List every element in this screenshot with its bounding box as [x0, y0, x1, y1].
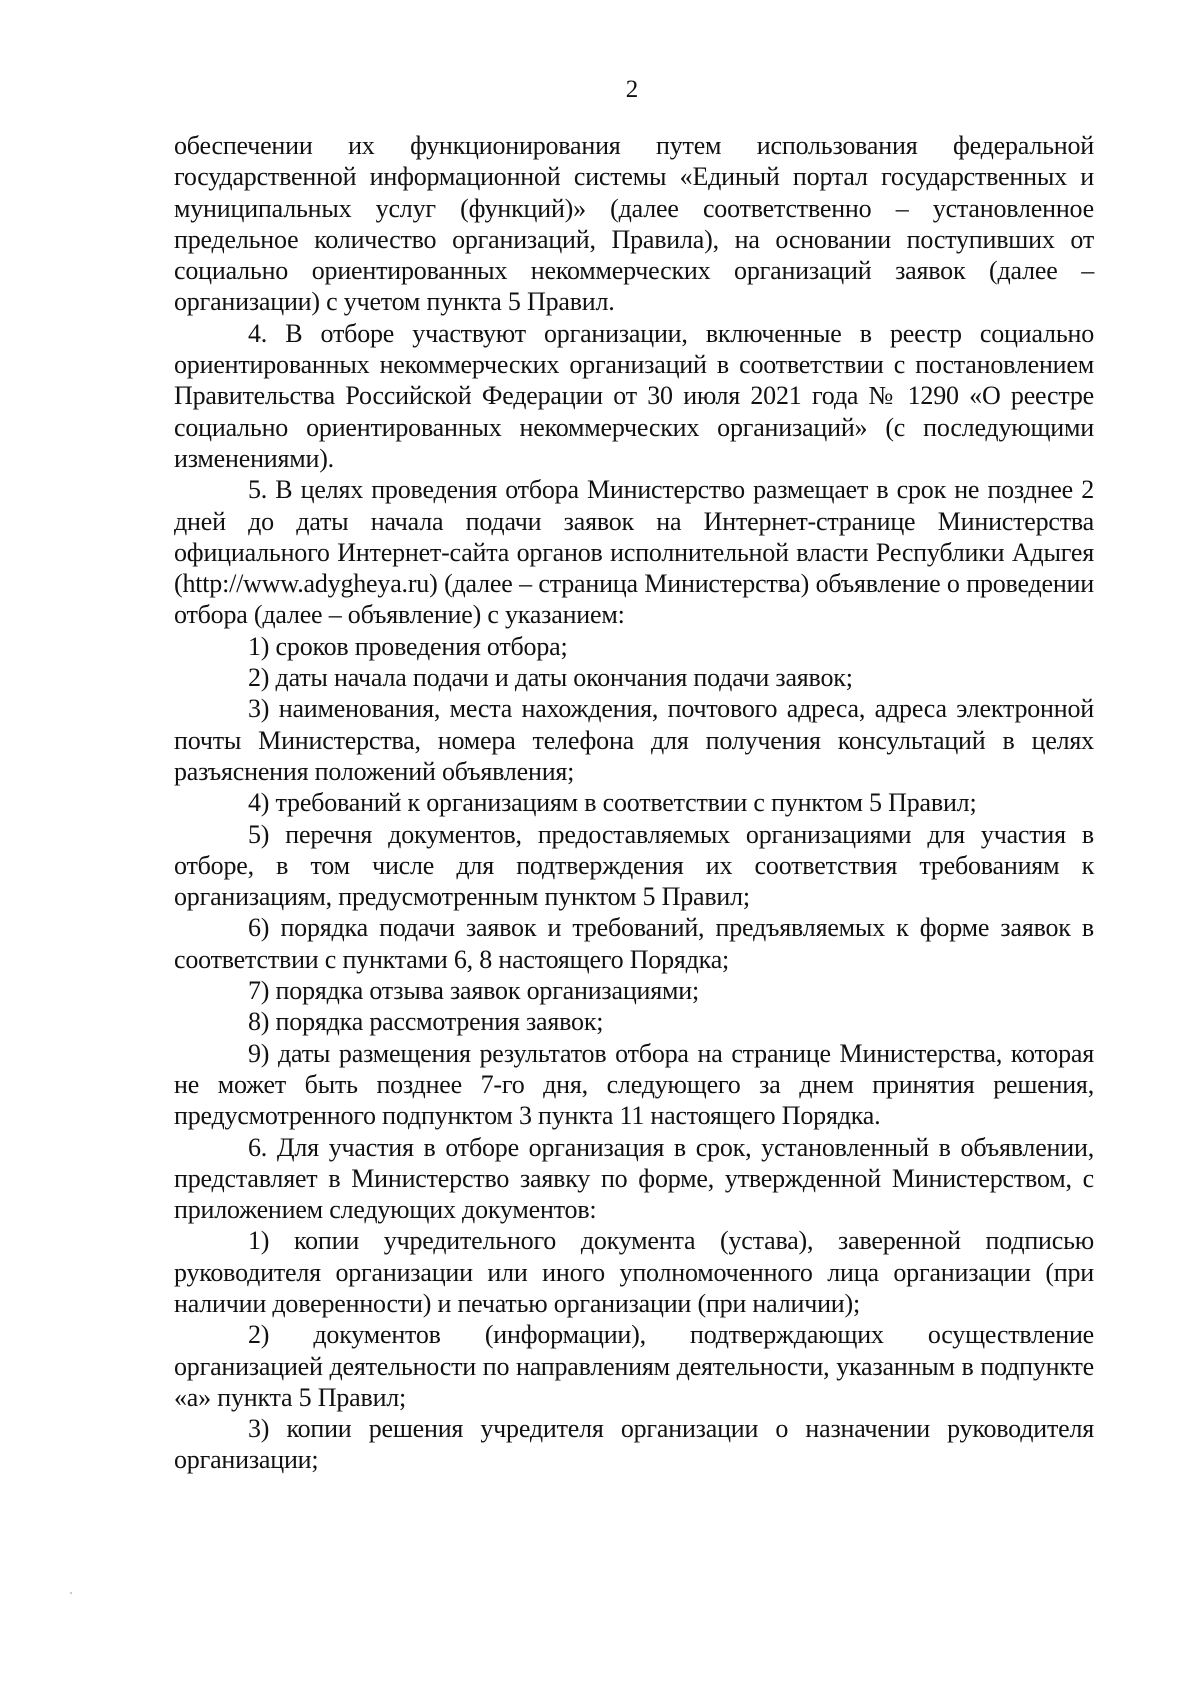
- scan-artifact: [70, 1592, 72, 1594]
- list-item-5-1: 1) сроков проведения отбора;: [248, 631, 568, 661]
- paragraph-item-4: 4. В отборе участвуют организации, включенные в реестр социально ориентированных некоммерческих организаций в соответствии с постановлением Правительства Российской Федерации от 30 июля 2021 года № 1290 «О реестре социально ориентированных некоммерческих организаций» (с последующими изменениями).: [174, 318, 1094, 473]
- list-item-5-7: 7) порядка отзыва заявок организациями;: [248, 976, 700, 1006]
- list-item-5-8: 8) порядка рассмотрения заявок;: [248, 1007, 604, 1037]
- paragraph-continuation: обеспечении их функционирования путем использования федеральной государственной информационной системы «Единый портал государственных и муниципальных услуг (функций)» (далее соответственно – установленное предельное количество организаций, Правила), на основании поступивших от социально ориентированных некоммерческих организаций заявок (далее – организации) с учетом пункта 5 Правил.: [174, 131, 1094, 317]
- list-item-5-3: 3) наименования, места нахождения, почтового адреса, адреса электронной почты Министерства, номера телефона для получения консультаций в целях разъяснения положений объявления;: [174, 694, 1094, 786]
- page-number: 2: [625, 76, 639, 103]
- document-body: [174, 130, 1094, 1476]
- paragraph-item-6: 6. Для участия в отборе организация в срок, установленный в объявлении, представляет в Министерство заявку по форме, утвержденной Министерством, с приложением следующих документов:: [174, 1132, 1094, 1225]
- list-item-6-1: 1) копии учредительного документа (устава), заверенной подписью руководителя организации или иного уполномоченного лица организации (при наличии доверенности) и печатью организации (при наличии);: [174, 1226, 1094, 1318]
- list-item-5-4: 4) требований к организациям в соответствии с пунктом 5 Правил;: [248, 788, 977, 818]
- list-item-6-3: 3) копии решения учредителя организации о назначении руководителя организации;: [174, 1414, 1094, 1475]
- list-item-6-2: 2) документов (информации), подтверждающих осуществление организацией деятельности по направлениям деятельности, указанным в подпункте «а» пункта 5 Правил;: [174, 1320, 1094, 1412]
- list-item-5-6: 6) порядка подачи заявок и требований, предъявляемых к форме заявок в соответствии с пунктами 6, 8 настоящего Порядка;: [174, 913, 1094, 974]
- list-item-5-2: 2) даты начала подачи и даты окончания подачи заявок;: [248, 663, 853, 693]
- paragraph-item-5: 5. В целях проведения отбора Министерство размещает в срок не позднее 2 дней до даты начала подачи заявок на Интернет-странице Министерства официального Интернет-сайта органов исполнительной власти Республики Адыгея (http://www.adygheya.ru) (далее – страница Министерства) объявление о проведении отбора (далее – объявление) с указанием:: [174, 475, 1094, 630]
- list-item-5-5: 5) перечня документов, предоставляемых организациями для участия в отборе, в том числе для подтверждения их соответствия требованиям к организациям, предусмотренным пунктом 5 Правил;: [174, 819, 1094, 912]
- list-item-5-9: 9) даты размещения результатов отбора на странице Министерства, которая не может быть позднее 7-го дня, следующего за днем принятия решения, предусмотренного подпунктом 3 пункта 11 настоящего Порядка.: [174, 1038, 1094, 1131]
